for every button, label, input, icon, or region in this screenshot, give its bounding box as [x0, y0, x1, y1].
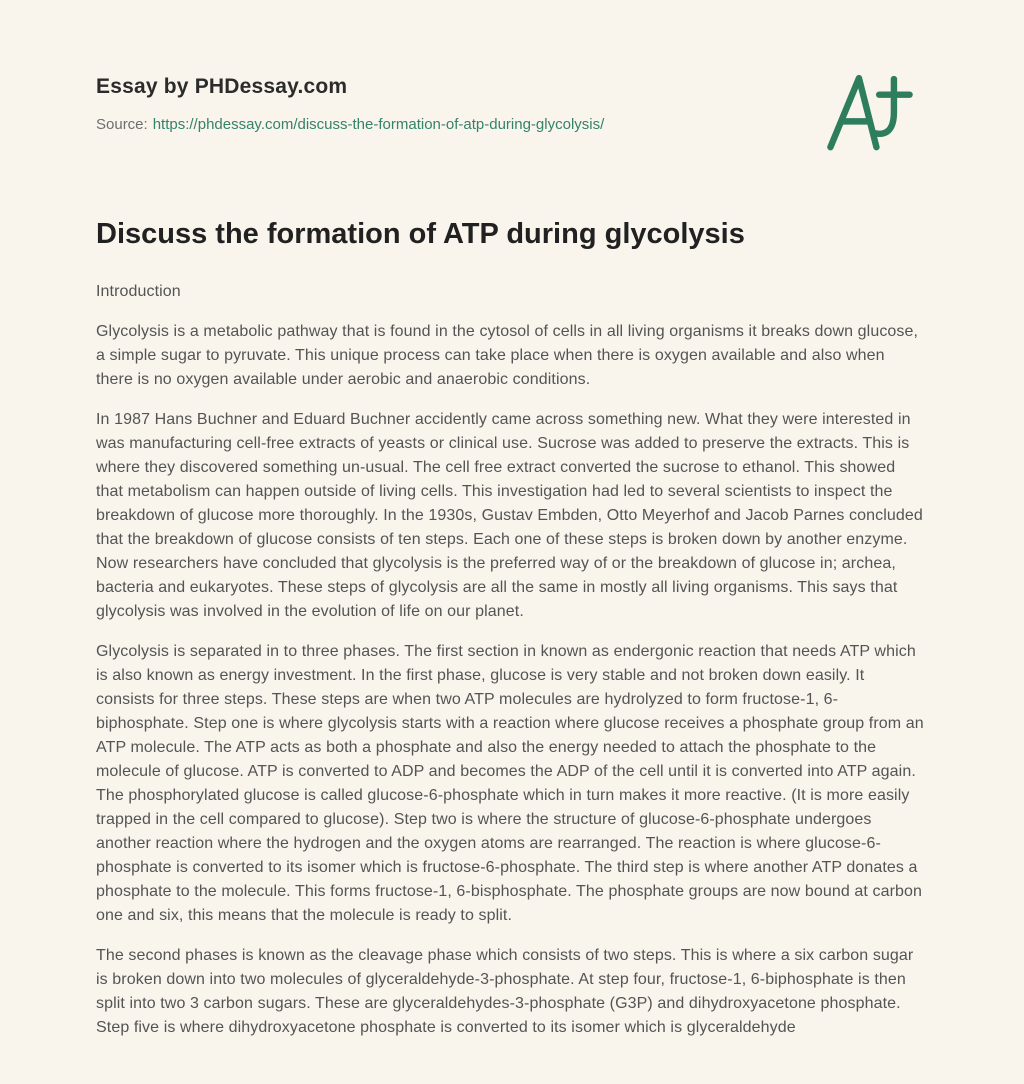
essay-paragraph: Glycolysis is a metabolic pathway that is found in the cytosol of cells in all living organisms it breaks down glucose, a simple sugar to pyruvate. This unique process can take place when there is oxygen available and also when there is no oxygen available under aerobic and anaerobic conditions.	[96, 322, 919, 388]
essay-paragraph: The second phases is known as the cleavage phase which consists of two steps. This is where a six carbon sugar is broken down into two molecules of glyceraldehyde-3-phosphate. At step four, fructose-1, 6-biphosphate is then split into two 3 carbon sugars. These are glyceraldehydes-3-phosphate (G3P) and dihydroxyacetone phosphate. Step five is where dihydroxyacetone phosphate is converted to its isomer which is glyceraldehyde	[96, 946, 914, 1036]
page-header	[96, 75, 924, 133]
essay-title: Discuss the formation of ATP during glycolysis	[96, 218, 745, 250]
source-label: Source:	[96, 116, 148, 133]
paragraph-list	[96, 280, 924, 1040]
essay-content	[96, 217, 924, 1040]
essay-paragraph: In 1987 Hans Buchner and Eduard Buchner accidently came across something new. What they were interested in was manufacturing cell-free extracts of yeasts or clinical use. Sucrose was added to preserve the extracts. This is where they discovered something un-usual. The cell free extract converted the sucrose to ethanol. This showed that metabolism can happen outside of living cells. This investigation had led to several scientists to inspect the breakdown of glucose more thoroughly. In the 1930s, Gustav Embden, Otto Meyerhof and Jacob Parnes concluded that the breakdown of glucose consists of ten steps. Each one of these steps is broken down by another enzyme. Now researchers have concluded that glycolysis is the preferred way of or the breakdown of glucose in; archea, bacteria and eukaryotes. These steps of glycolysis are all the same in mostly all living organisms. This says that glycolysis was involved in the evolution of life on our planet.	[96, 410, 923, 620]
byline: Essay by PHDessay.com	[96, 75, 348, 98]
source-line	[96, 116, 924, 133]
source-url-link[interactable]: https://phdessay.com/discuss-the-formation-of-atp-during-glycolysis/	[152, 116, 605, 133]
essay-paragraph: Introduction	[96, 282, 181, 300]
phdessay-a-plus-logo-icon	[824, 68, 916, 160]
essay-paragraph: Glycolysis is separated in to three phases. The first section in known as endergonic reaction that needs ATP which is also known as energy investment. In the first phase, glucose is very stable and not broken down easily. It consists for three steps. These steps are when two ATP molecules are hydrolyzed to form fructose-1, 6-biphosphate. Step one is where glycolysis starts with a reaction where glucose receives a phosphate group from an ATP molecule. The ATP acts as both a phosphate and also the energy needed to attach the phosphate to the molecule of glucose. ATP is converted to ADP and becomes the ADP of the cell until it is converted into ATP again. The phosphorylated glucose is called glucose-6-phosphate which in turn makes it more reactive. (It is more easily trapped in the cell compared to glucose). Step two is where the structure of glucose-6-phosphate undergoes another reaction where the hydrogen and the oxygen atoms are rearranged. The reaction is where glucose-6-phosphate is converted to its isomer which is fructose-6-phosphate. The third step is where another ATP donates a phosphate to the molecule. This forms fructose-1, 6-bisphosphate. The phosphate groups are now bound at carbon one and six, this means that the molecule is ready to split.	[96, 642, 924, 924]
